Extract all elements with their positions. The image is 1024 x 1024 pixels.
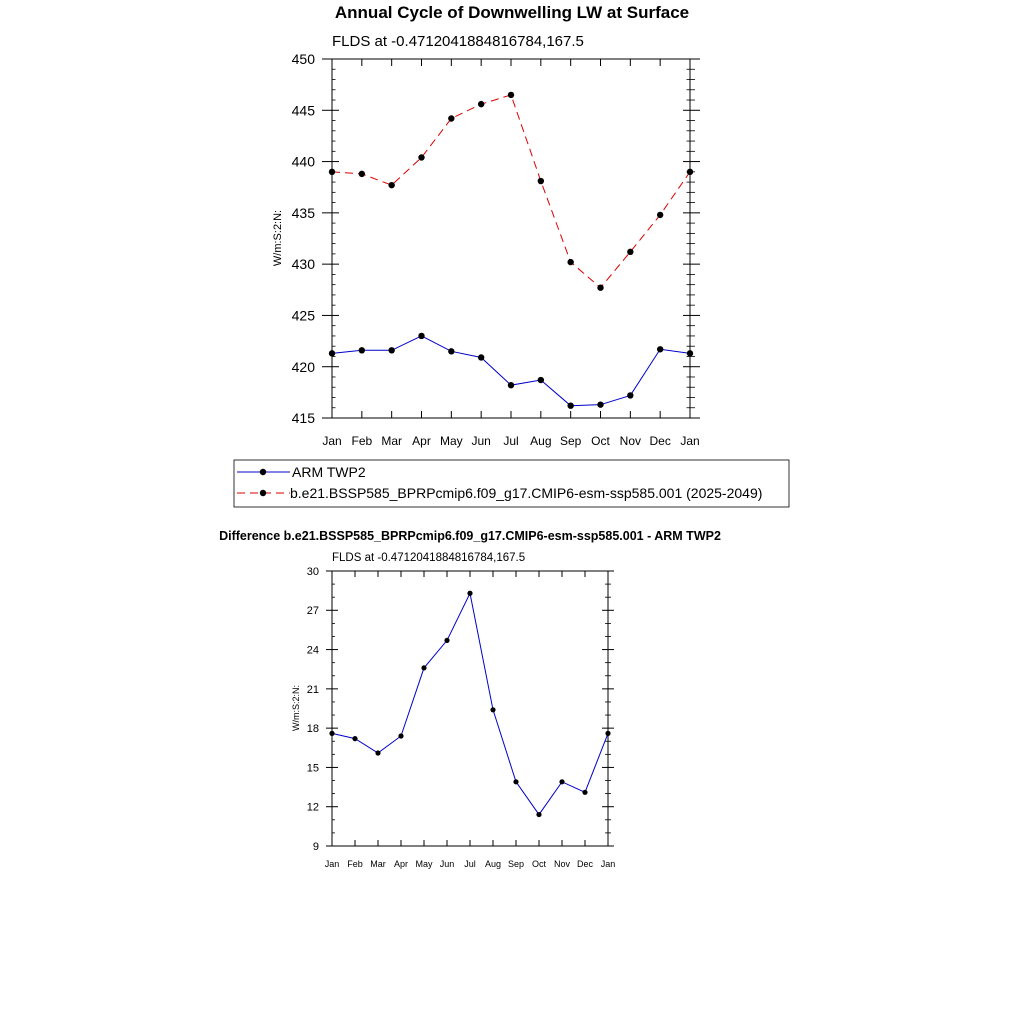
legend-marker-model <box>260 490 266 496</box>
data-point <box>513 779 518 784</box>
data-point <box>597 401 603 407</box>
y-tick-label: 21 <box>306 683 319 696</box>
data-point <box>359 347 365 353</box>
data-point <box>329 169 335 175</box>
x-tick-label: Jul <box>503 434 519 448</box>
x-tick-label: Oct <box>531 859 547 869</box>
data-point <box>582 790 587 795</box>
y-tick-label: 425 <box>291 307 315 324</box>
data-point <box>538 178 544 184</box>
legend-label-model: b.e21.BSSP585_BPRPcmip6.f09_g17.CMIP6-esm-ssp585.001 (2025-2049) <box>290 485 763 501</box>
x-tick-label: Aug <box>484 859 502 869</box>
data-point <box>687 169 693 175</box>
series-line-1 <box>332 95 690 288</box>
y-axis-label: W/m:S:2:N: <box>291 684 301 732</box>
annual-cycle-chart <box>272 3 700 448</box>
plot-frame <box>332 59 690 418</box>
legend-label-arm: ARM TWP2 <box>292 464 366 480</box>
data-point <box>657 346 663 352</box>
x-tick-label: Jan <box>600 859 616 869</box>
data-point <box>605 731 610 736</box>
x-tick-label: Oct <box>591 434 610 448</box>
legend-marker-arm <box>260 469 266 475</box>
x-tick-label: Sep <box>559 434 582 448</box>
y-tick-label: 12 <box>306 801 319 814</box>
data-point <box>418 333 424 339</box>
y-tick-label: 27 <box>306 605 319 618</box>
x-tick-label: Jan <box>680 434 700 448</box>
data-point <box>388 182 394 188</box>
data-point <box>478 354 484 360</box>
y-tick-label: 15 <box>306 762 319 775</box>
data-point <box>627 392 633 398</box>
data-point <box>329 350 335 356</box>
data-point <box>627 249 633 255</box>
data-point <box>388 347 394 353</box>
x-tick-label: Apr <box>393 859 409 869</box>
data-point <box>352 736 357 741</box>
data-point <box>398 733 403 738</box>
x-tick-label: Mar <box>381 434 403 448</box>
data-point <box>418 154 424 160</box>
data-point <box>559 779 564 784</box>
data-point <box>329 731 334 736</box>
x-tick-label: Mar <box>370 859 386 869</box>
y-tick-label: 18 <box>306 723 319 736</box>
chart-title: Difference b.e21.BSSP585_BPRPcmip6.f09_g17.CMIP6-esm-ssp585.001 - ARM TWP2 <box>219 529 721 543</box>
data-point <box>359 171 365 177</box>
series-line-0 <box>332 593 608 814</box>
x-tick-label: May <box>439 434 463 448</box>
y-tick-label: 440 <box>291 153 315 170</box>
data-point <box>508 382 514 388</box>
y-tick-label: 420 <box>291 358 315 375</box>
data-point <box>444 638 449 643</box>
x-tick-label: Dec <box>576 859 594 869</box>
data-point <box>467 591 472 596</box>
x-tick-label: May <box>415 859 433 869</box>
series-line-0 <box>332 336 690 406</box>
data-point <box>538 377 544 383</box>
chart-subtitle: FLDS at -0.4712041884816784,167.5 <box>332 552 526 564</box>
data-point <box>687 350 693 356</box>
data-point <box>536 812 541 817</box>
plot-area <box>292 51 700 448</box>
plot-area <box>307 566 616 869</box>
data-point <box>597 285 603 291</box>
y-tick-label: 9 <box>312 840 319 853</box>
x-tick-label: Nov <box>619 434 642 448</box>
data-point <box>375 750 380 755</box>
data-point <box>448 348 454 354</box>
x-tick-label: Jan <box>324 859 340 869</box>
chart-subtitle: FLDS at -0.4712041884816784,167.5 <box>332 33 584 50</box>
x-tick-label: Dec <box>649 434 671 448</box>
x-tick-label: Sep <box>507 859 525 869</box>
x-tick-label: Jun <box>439 859 455 869</box>
legend <box>234 460 789 507</box>
chart-title: Annual Cycle of Downwelling LW at Surface <box>334 3 690 22</box>
y-tick-label: 445 <box>291 102 315 119</box>
y-tick-label: 435 <box>291 204 315 221</box>
x-tick-label: Aug <box>530 434 552 448</box>
difference-chart <box>219 529 721 869</box>
data-point <box>490 707 495 712</box>
data-point <box>567 402 573 408</box>
y-tick-label: 30 <box>306 565 319 578</box>
x-tick-label: Feb <box>347 859 363 869</box>
x-tick-label: Jan <box>322 434 342 448</box>
data-point <box>478 101 484 107</box>
x-tick-label: Apr <box>412 434 431 448</box>
data-point <box>657 212 663 218</box>
x-tick-label: Feb <box>351 434 373 448</box>
y-tick-label: 430 <box>291 256 315 273</box>
plot-frame <box>332 571 608 846</box>
x-tick-label: Nov <box>553 859 571 869</box>
data-point <box>508 92 514 98</box>
y-axis-label: W/m:S:2:N: <box>272 209 284 267</box>
x-tick-label: Jun <box>471 434 491 448</box>
y-tick-label: 24 <box>306 644 319 657</box>
x-tick-label: Jul <box>464 859 476 869</box>
y-tick-label: 415 <box>291 410 315 427</box>
data-point <box>448 115 454 121</box>
data-point <box>567 259 573 265</box>
y-tick-label: 450 <box>291 51 315 68</box>
data-point <box>421 665 426 670</box>
